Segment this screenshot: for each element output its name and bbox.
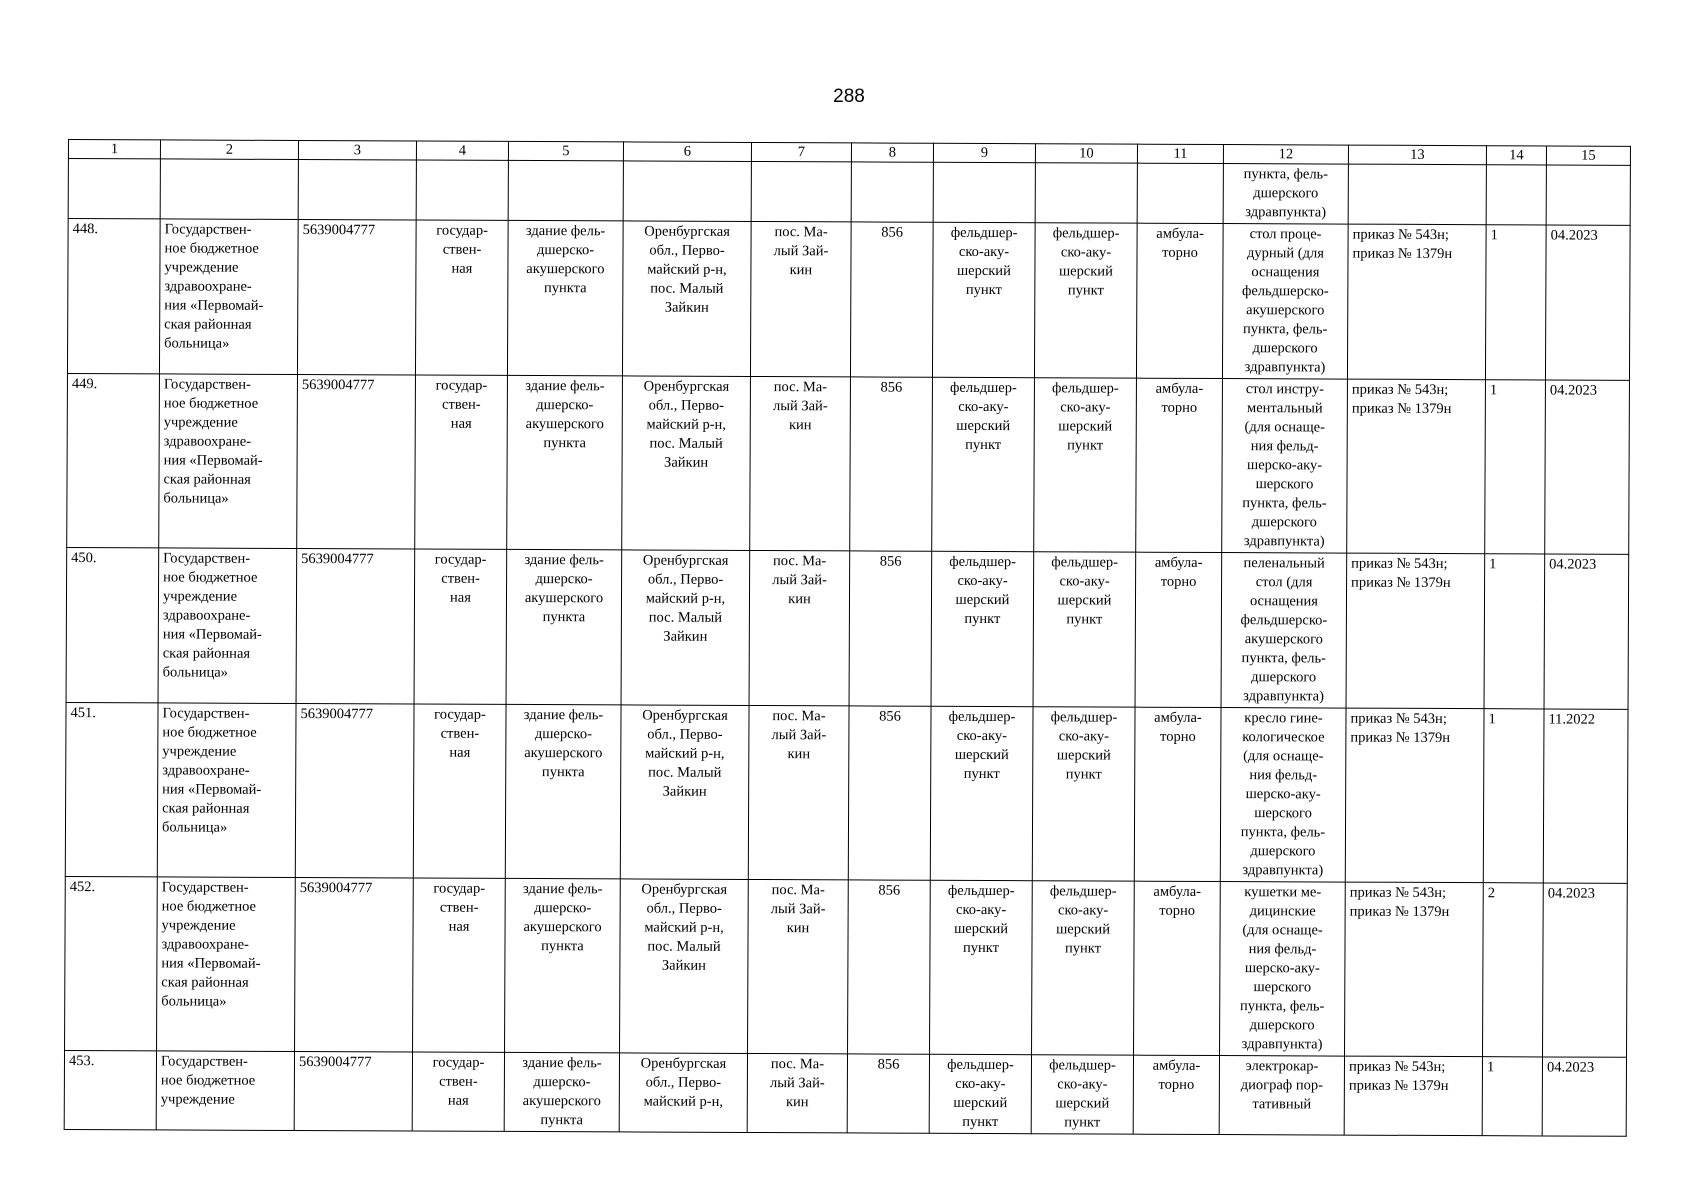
cell-unit: фельдшер- ско-аку- шерский пункт [930, 880, 1033, 1054]
cell-empty [1486, 165, 1546, 225]
column-header: 15 [1546, 146, 1630, 165]
cell-locality: пос. Ма- лый Зай- кин [748, 705, 849, 879]
cell-basis: приказ № 543н; приказ № 1379н [1346, 553, 1485, 709]
cell-building: здание фель- дшерско- акушерского пункта [507, 375, 623, 550]
cell-locality: пос. Ма- лый Зай- кин [748, 879, 849, 1053]
cell-building: здание фель- дшерско- акушерского пункта [505, 878, 621, 1053]
cell-organization: Государствен- ное бюджетное учреждение здравоохране- ния «Первомай- ская районная больница» [158, 548, 297, 704]
column-header: 6 [623, 142, 751, 162]
cell-organization: Государствен- ное бюджетное учреждение здравоохране- ния «Первомай- ская районная больница» [159, 219, 298, 375]
cell-care-type: амбула- торно [1135, 552, 1222, 707]
cell-number: 453. [64, 1050, 156, 1129]
cell-unit: фельдшер- ско-аку- шерский пункт [931, 551, 1034, 706]
cell-date: 04.2023 [1544, 554, 1629, 709]
cell-equipment: кресло гине- кологическое (для оснаще- ния фельд- шерско-аку- шерского пункта, фель- дшерского здравпункта) [1220, 708, 1346, 883]
cell-inn: 5639004777 [294, 1051, 412, 1131]
column-header: 9 [933, 143, 1035, 162]
table-row [66, 547, 1629, 709]
cell-ownership: государ- ствен- ная [413, 878, 506, 1052]
cell-care-type: амбула- торно [1134, 707, 1221, 881]
column-header: 7 [751, 142, 851, 161]
column-header: 3 [298, 141, 416, 161]
table-row [67, 373, 1630, 554]
column-header: 14 [1486, 146, 1546, 165]
column-header: 8 [851, 143, 933, 162]
cell-date: 04.2023 [1542, 1057, 1626, 1136]
registry-table-container [64, 139, 1630, 1137]
cell-empty [508, 160, 623, 221]
cell-unit: фельдшер- ско-аку- шерский пункт [1032, 707, 1135, 881]
cell-ownership: государ- ствен- ная [415, 220, 508, 375]
registry-table [64, 139, 1631, 1137]
table-row [65, 702, 1628, 883]
cell-inn: 5639004777 [297, 375, 416, 550]
cell-empty [68, 159, 160, 219]
cell-code: 856 [848, 880, 931, 1054]
cell-building: здание фель- дшерско- акушерского пункта [504, 1052, 619, 1132]
cell-care-type: амбула- торно [1134, 881, 1221, 1055]
cell-address: Оренбургская обл., Перво- майский р-н, [619, 1053, 747, 1133]
cell-inn: 5639004777 [296, 549, 415, 705]
column-header: 5 [508, 141, 623, 161]
cell-empty [416, 160, 508, 220]
cell-code: 856 [849, 551, 932, 706]
cell-code: 856 [848, 706, 931, 880]
cell-number: 448. [67, 219, 160, 374]
cell-quantity: 1 [1485, 380, 1546, 554]
page-number: 288 [833, 86, 865, 107]
cell-care-type: амбула- торно [1136, 378, 1223, 552]
cell-ownership: государ- ствен- ная [412, 1052, 504, 1131]
cell-locality: пос. Ма- лый Зай- кин [747, 1053, 847, 1132]
cell-empty [298, 160, 416, 221]
cell-basis: приказ № 543н; приказ № 1379н [1347, 224, 1486, 380]
cell-address: Оренбургская обл., Перво- майский р-н, пос. Малый Зайкин [621, 550, 750, 706]
cell-code: 856 [850, 377, 933, 551]
cell-equipment: стол проце- дурный (для оснащения фельдшерско- акушерского пункта, фель- дшерского здравпункта) [1222, 224, 1348, 380]
column-header: 1 [68, 140, 160, 159]
cell-organization: Государствен- ное бюджетное учреждение здравоохране- ния «Первомай- ская районная больница» [157, 877, 296, 1052]
cell-empty [1137, 163, 1223, 223]
cell-unit: фельдшер- ско-аку- шерский пункт [1033, 552, 1136, 707]
continuation-row [68, 159, 1630, 226]
cell-unit: фельдшер- ско-аку- шерский пункт [932, 377, 1035, 551]
cell-basis: приказ № 543н; приказ № 1379н [1345, 882, 1484, 1057]
cell-organization: Государствен- ное бюджетное учреждение [156, 1051, 294, 1131]
cell-unit: фельдшер- ско-аку- шерский пункт [1031, 1055, 1133, 1134]
cell-date: 04.2023 [1543, 883, 1628, 1057]
cell-basis: приказ № 543н; приказ № 1379н [1347, 379, 1486, 554]
cell-empty [623, 161, 751, 222]
cell-number: 451. [65, 702, 158, 876]
cell-locality: пос. Ма- лый Зай- кин [749, 550, 850, 705]
cell-basis: приказ № 543н; приказ № 1379н [1345, 708, 1484, 883]
cell-equipment-continuation: пункта, фель- дшерского здравпункта) [1223, 164, 1348, 225]
cell-ownership: государ- ствен- ная [415, 375, 508, 549]
cell-unit: фельдшер- ско-аку- шерский пункт [1032, 881, 1135, 1055]
cell-date: 04.2023 [1545, 380, 1630, 554]
column-header: 13 [1348, 145, 1486, 165]
cell-date: 04.2023 [1545, 225, 1630, 380]
cell-code: 856 [847, 1054, 929, 1133]
cell-address: Оренбургская обл., Перво- майский р-н, пос. Малый Зайкин [620, 705, 749, 880]
cell-inn: 5639004777 [295, 877, 414, 1052]
cell-quantity: 1 [1485, 225, 1546, 380]
cell-locality: пос. Ма- лый Зай- кин [750, 221, 851, 376]
cell-ownership: государ- ствен- ная [413, 704, 506, 878]
cell-ownership: государ- ствен- ная [414, 549, 507, 704]
cell-building: здание фель- дшерско- акушерского пункта [505, 704, 621, 879]
cell-equipment: пеленальный стол (для оснащения фельдшерско- акушерского пункта, фель- дшерского здравпункта) [1221, 553, 1347, 709]
cell-date: 11.2022 [1543, 709, 1628, 883]
cell-inn: 5639004777 [297, 220, 416, 376]
cell-inn: 5639004777 [295, 704, 414, 879]
cell-quantity: 1 [1483, 709, 1544, 883]
table-row [67, 219, 1630, 381]
cell-unit: фельдшер- ско-аку- шерский пункт [1034, 378, 1137, 552]
cell-empty [1035, 163, 1137, 223]
cell-empty [1348, 164, 1486, 225]
cell-equipment: кушетки ме- дицинские (для оснаще- ния фельд- шерско-аку- шерского пункта, фель- дшерского здравпункта) [1220, 882, 1346, 1057]
column-header: 2 [160, 140, 298, 160]
table-body [64, 159, 1630, 1137]
cell-quantity: 1 [1484, 554, 1545, 709]
cell-empty [933, 162, 1035, 222]
cell-equipment: стол инстру- ментальный (для оснаще- ния фельд- шерско-аку- шерского пункта, фель- дшерского здравпункта) [1222, 379, 1348, 554]
cell-empty [1546, 165, 1630, 225]
cell-building: здание фель- дшерско- акушерского пункта [507, 220, 623, 376]
cell-number: 450. [66, 547, 159, 702]
cell-code: 856 [850, 222, 933, 377]
cell-address: Оренбургская обл., Перво- майский р-н, пос. Малый Зайкин [622, 221, 751, 377]
cell-quantity: 2 [1483, 883, 1544, 1057]
cell-unit: фельдшер- ско-аку- шерский пункт [930, 706, 1033, 880]
cell-address: Оренбургская обл., Перво- майский р-н, пос. Малый Зайкин [620, 879, 749, 1054]
column-header: 11 [1137, 144, 1223, 163]
cell-empty [160, 159, 298, 220]
cell-organization: Государствен- ное бюджетное учреждение здравоохране- ния «Первомай- ская районная больница» [157, 703, 296, 878]
column-header: 10 [1035, 144, 1137, 163]
column-header: 12 [1223, 145, 1348, 165]
cell-locality: пос. Ма- лый Зай- кин [750, 376, 851, 550]
cell-unit: фельдшер- ско-аку- шерский пункт [932, 222, 1035, 377]
cell-number: 452. [65, 876, 158, 1050]
cell-organization: Государствен- ное бюджетное учреждение здравоохране- ния «Первомай- ская районная больница» [159, 374, 298, 549]
column-header: 4 [416, 141, 508, 160]
cell-unit: фельдшер- ско-аку- шерский пункт [1034, 223, 1137, 378]
table-row [64, 1050, 1626, 1136]
cell-address: Оренбургская обл., Перво- майский р-н, пос. Малый Зайкин [622, 376, 751, 551]
cell-care-type: амбула- торно [1133, 1055, 1219, 1134]
cell-empty [751, 161, 851, 221]
cell-care-type: амбула- торно [1136, 223, 1223, 378]
cell-quantity: 1 [1482, 1057, 1542, 1136]
cell-equipment: электрокар- диограф пор- тативный [1219, 1056, 1344, 1136]
cell-basis: приказ № 543н; приказ № 1379н [1344, 1056, 1482, 1136]
cell-number: 449. [67, 373, 160, 547]
cell-unit: фельдшер- ско-аку- шерский пункт [929, 1054, 1031, 1133]
cell-empty [851, 162, 933, 222]
cell-building: здание фель- дшерско- акушерского пункта [506, 549, 622, 705]
table-row [65, 876, 1628, 1057]
